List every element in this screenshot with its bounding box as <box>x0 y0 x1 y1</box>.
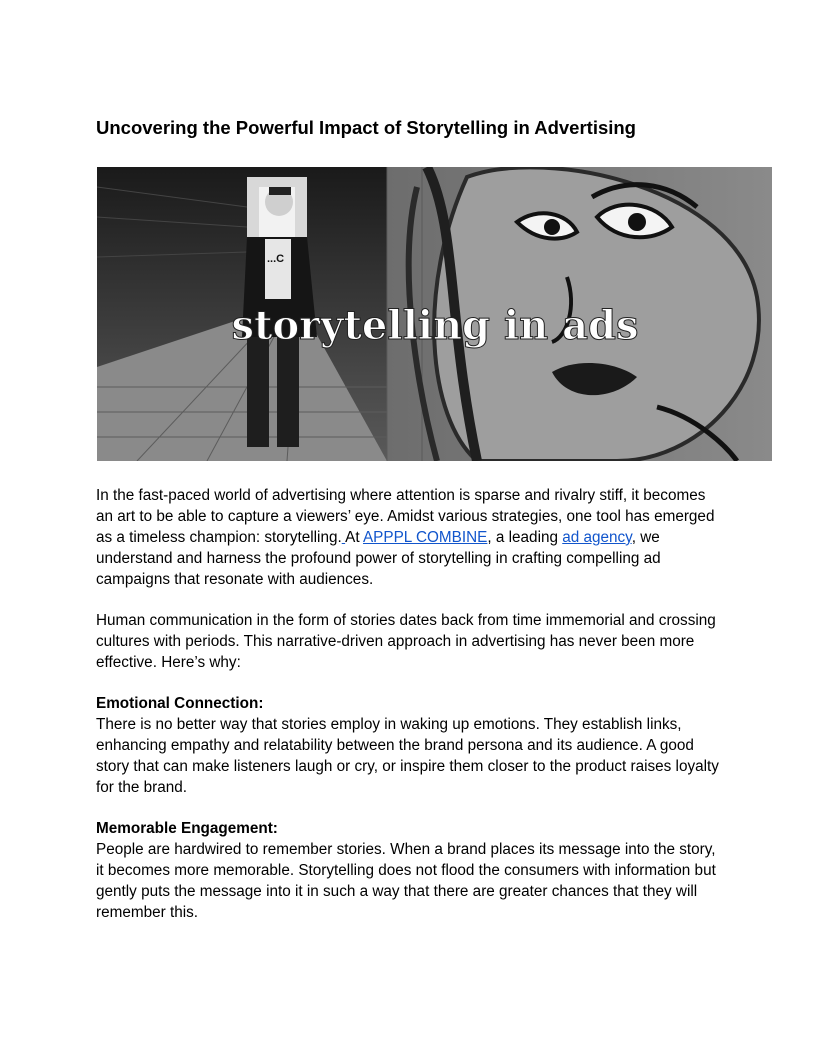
section-heading: Emotional Connection: <box>96 695 264 712</box>
section-emotional-connection <box>96 693 726 798</box>
article-body <box>96 485 726 943</box>
section-heading: Memorable Engagement: <box>96 820 278 837</box>
article-title: Uncovering the Powerful Impact of Storytelling in Advertising <box>96 117 636 138</box>
hero-image <box>97 167 772 461</box>
section-text: There is no better way that stories employ in waking up emotions. They establish links, enhancing empathy and relatability between the brand persona and its audience. A good story that can make listeners laugh or cry, or inspire them closer to the product raises loyalty for the brand. <box>96 716 719 796</box>
section-memorable-engagement <box>96 818 726 923</box>
ad-agency-link[interactable]: ad agency <box>562 529 632 546</box>
intro-text-3: , a leading <box>487 529 563 546</box>
history-paragraph: Human communication in the form of stories dates back from time immemorial and crossing cultures with periods. This narrative-driven approach in advertising has never been more effective. Here’s why: <box>96 612 716 671</box>
hero-illustration <box>97 167 772 461</box>
intro-text-2: At <box>345 529 363 546</box>
intro-text-4: , we understand and harness the profound power of storytelling in crafting compelling ad campaigns that resonate with audiences. <box>96 529 661 588</box>
hero-overlay-text: storytelling in ads <box>231 302 639 349</box>
shirt-text: ...C <box>267 253 285 265</box>
intro-text-1: In the fast-paced world of advertising where attention is sparse and rivalry stiff, it becomes an art to be able to capture a viewers’ eye. Amidst various strategies, one tool has emerged as a timeless champion: storytelling. <box>96 487 715 546</box>
apppl-combine-link[interactable]: APPPL COMBINE <box>362 529 488 546</box>
section-text: People are hardwired to remember stories. When a brand places its message into the story, it becomes more memorable. Storytelling does not flood the consumers with information but gently puts the message into it in such a way that there are greater chances that they will remember this. <box>96 841 716 921</box>
intro-paragraph <box>96 485 726 590</box>
